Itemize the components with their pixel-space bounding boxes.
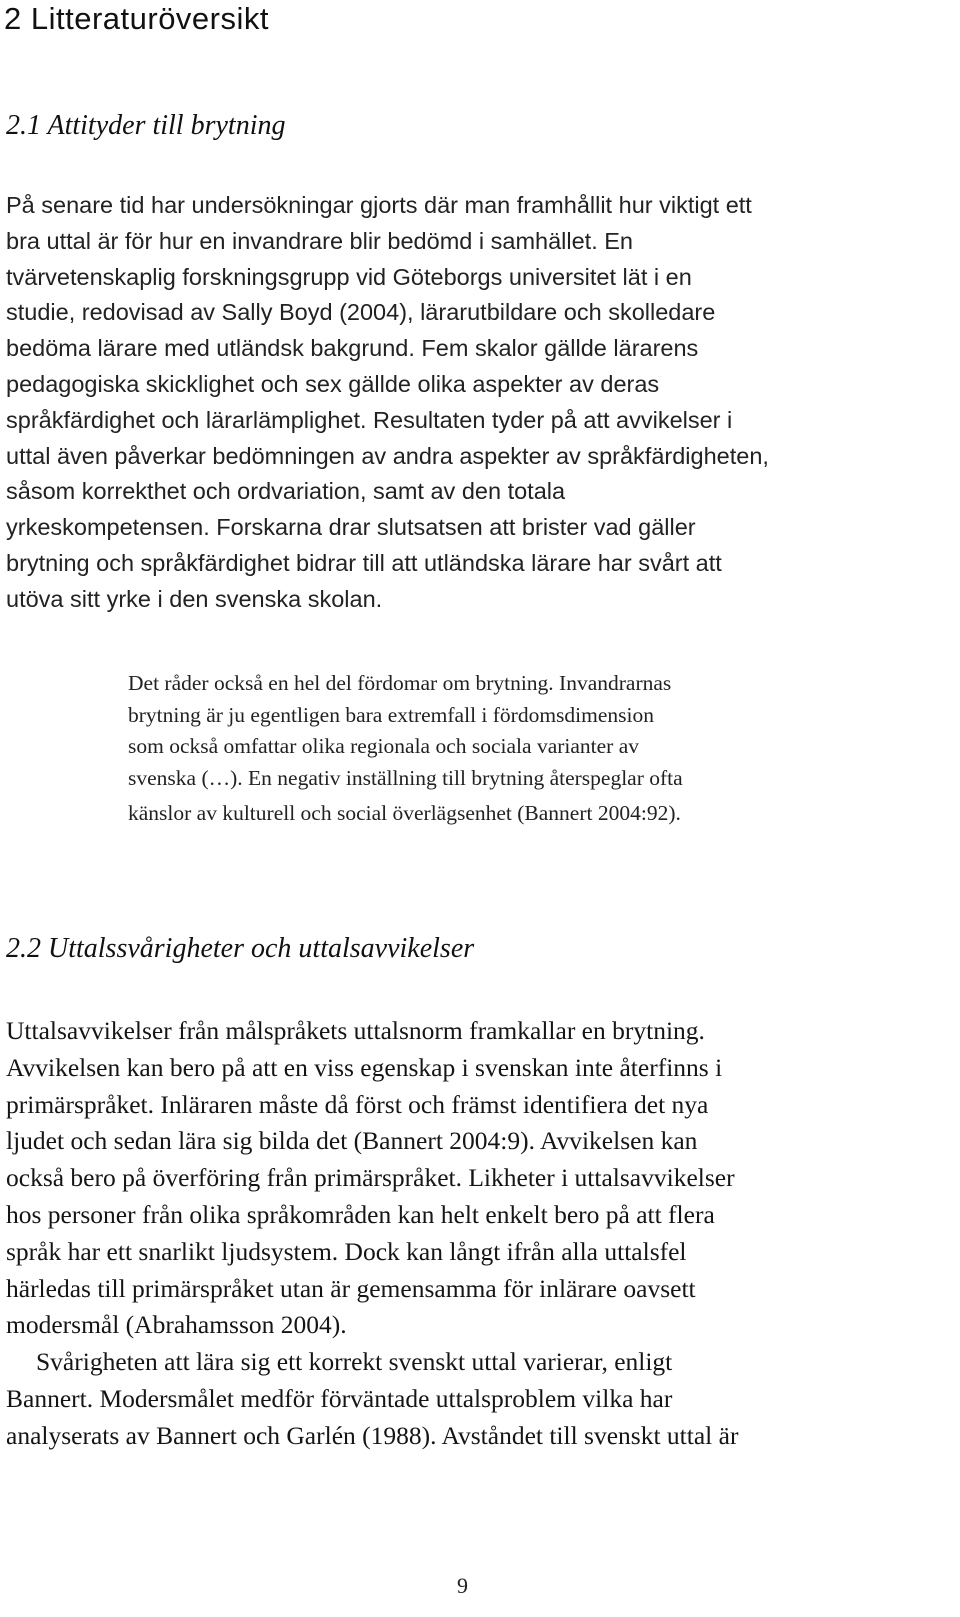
text-line: hos personer från olika språkområden kan helt enkelt bero på att flera xyxy=(6,1199,715,1229)
chapter-heading: 2 Litteraturöversikt xyxy=(4,1,269,36)
text-line: också bero på överföring från primärspråket. Likheter i uttalsavvikelser xyxy=(6,1163,735,1193)
text-line: bedöma lärare med utländsk bakgrund. Fem skalor gällde lärarens xyxy=(6,335,699,362)
section-heading-attityder: 2.1 Attityder till brytning xyxy=(6,110,286,141)
text-line: pedagogiska skicklighet och sex gällde olika aspekter av deras xyxy=(6,370,660,397)
text-line: analyserats av Bannert och Garlén (1988). Avståndet till svenskt uttal är xyxy=(6,1420,739,1450)
quote-line: känslor av kulturell och social överlägsenhet (Bannert 2004:92). xyxy=(128,801,681,825)
text-line: uttal även påverkar bedömningen av andra aspekter av språkfärdigheten, xyxy=(6,442,769,469)
text-line: Bannert. Modersmålet medför förväntade uttalsproblem vilka har xyxy=(6,1383,673,1413)
body-paragraph-uttalsavvikelser xyxy=(6,1013,936,1344)
text-line: ljudet och sedan lära sig bilda det (Bannert 2004:9). Avvikelsen kan xyxy=(6,1126,698,1156)
text-line: språk har ett snarlikt ljudsystem. Dock kan långt ifrån alla uttalsfel xyxy=(6,1236,687,1266)
text-line: primärspråket. Inläraren måste då först och främst identifiera det nya xyxy=(6,1089,709,1119)
quote-line: som också omfattar olika regionala och sociala varianter av xyxy=(128,734,640,758)
body-paragraph-svarigheten xyxy=(6,1344,936,1454)
text-line: yrkeskompetensen. Forskarna drar slutsatsen att brister vad gäller xyxy=(6,514,696,541)
section-heading-uttalssvarigheter: 2.2 Uttalssvårigheter och uttalsavvikelser xyxy=(6,933,475,964)
text-line: brytning och språkfärdighet bidrar till att utländska lärare har svårt att xyxy=(6,549,722,576)
body-paragraph-attityder xyxy=(6,188,936,618)
text-line: tvärvetenskaplig forskningsgrupp vid Göteborgs universitet lät i en xyxy=(6,263,692,290)
text-line: studie, redovisad av Sally Boyd (2004), lärarutbildare och skolledare xyxy=(6,299,716,326)
text-line: språkfärdighet och lärarlämplighet. Resultaten tyder på att avvikelser i xyxy=(6,406,733,433)
text-line: bra uttal är för hur en invandrare blir bedömd i samhället. En xyxy=(6,227,633,254)
text-line: modersmål (Abrahamsson 2004). xyxy=(6,1310,347,1340)
text-line: utöva sitt yrke i den svenska skolan. xyxy=(6,585,383,612)
text-line: Svårigheten att lära sig ett korrekt svenskt uttal varierar, enligt xyxy=(36,1347,673,1376)
quote-line: brytning är ju egentligen bara extremfall i fördomsdimension xyxy=(128,702,655,727)
block-quote-bannert xyxy=(128,668,848,830)
quote-line: svenska (…). En negativ inställning till brytning återspeglar ofta xyxy=(128,765,683,790)
text-line: härledas till primärspråket utan är gemensamma för inlärare oavsett xyxy=(6,1273,696,1303)
text-line: såsom korrekthet och ordvariation, samt av den totala xyxy=(6,478,566,505)
text-line: Avvikelsen kan bero på att en viss egenskap i svenskan inte återfinns i xyxy=(6,1052,723,1082)
text-line: På senare tid har undersökningar gjorts där man framhållit hur viktigt ett xyxy=(6,192,752,218)
quote-line: Det råder också en hel del fördomar om brytning. Invandrarnas xyxy=(128,671,672,695)
page-number: 9 xyxy=(457,1573,468,1598)
text-line: Uttalsavvikelser från målspråkets uttalsnorm framkallar en brytning. xyxy=(6,1016,705,1045)
